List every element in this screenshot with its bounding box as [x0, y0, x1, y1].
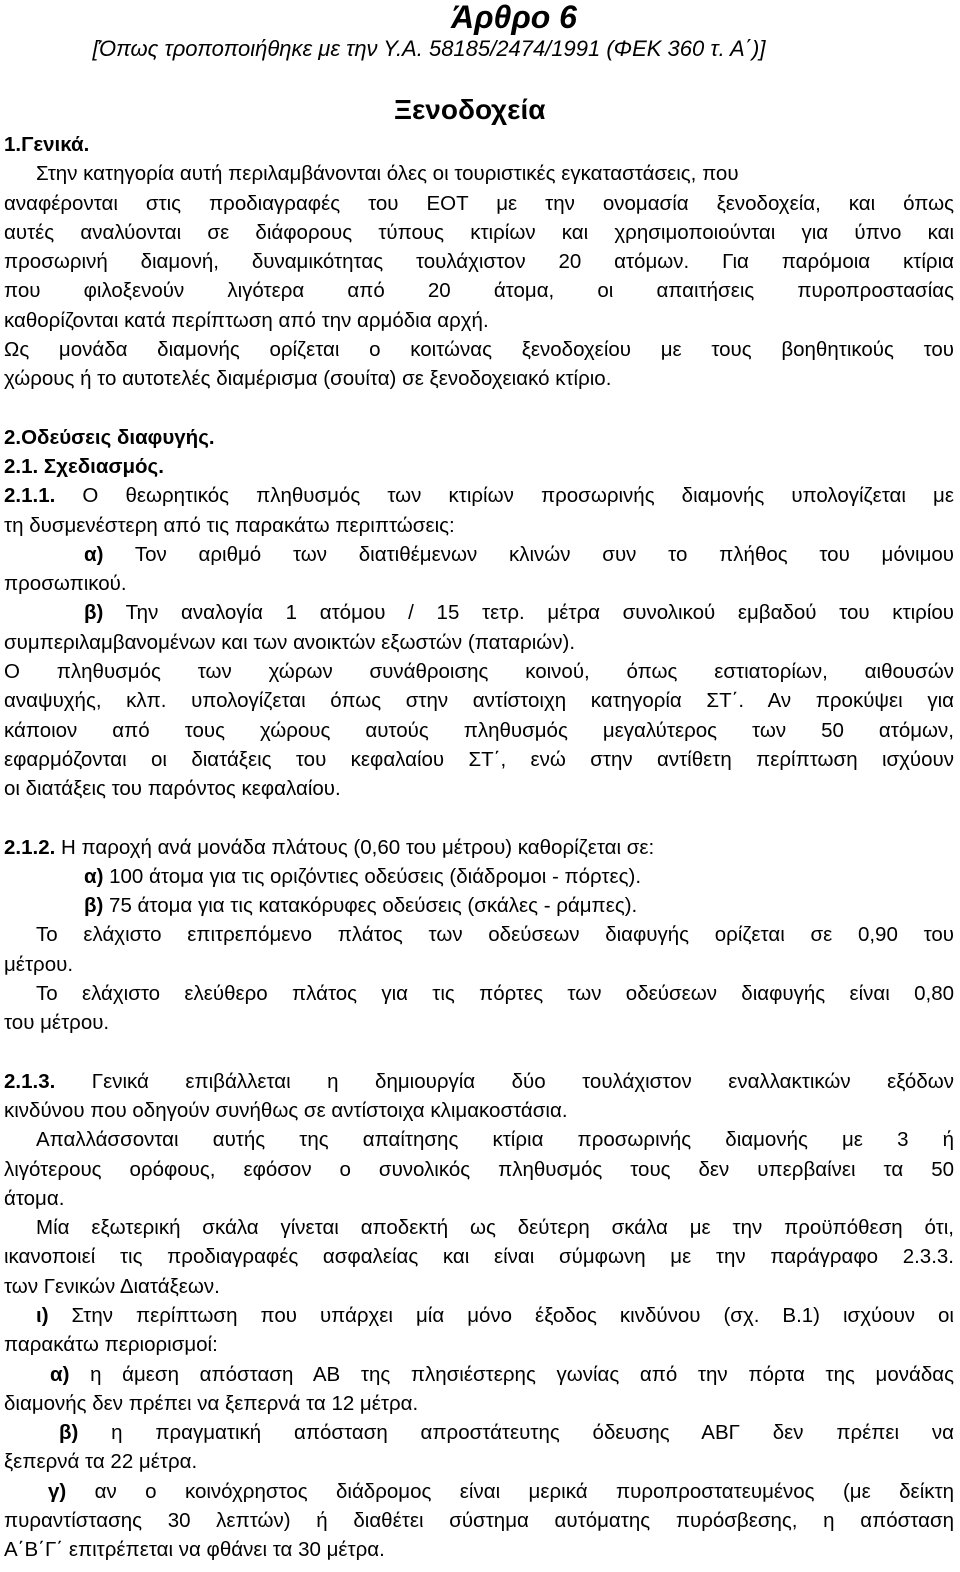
list-item: α) Τον αριθμό των διατιθέμενων κλινών συν το πλήθος του μόνιμου: [84, 542, 954, 566]
paragraph-line: που φιλοξενούν λιγότερα από 20 άτομα, οι απαιτήσεις πυροπροστασίας: [4, 279, 954, 303]
list-item: β) Την αναλογία 1 ατόμου / 15 τετρ. μέτρα συνολικού εμβαδού του κτιρίου: [84, 601, 954, 625]
paragraph-line: πυραντίστασης 30 λεπτών) ή διαθέτει σύστημα αυτόματης πυρόσβεσης, η απόσταση: [4, 1509, 954, 1533]
heading-design: 2.1. Σχεδιασμός.: [4, 454, 164, 478]
amendment-note: [Όπως τροποποιήθηκε με την Υ.Α. 58185/2474/1991 (ΦΕΚ 360 τ. Α΄)]: [92, 36, 766, 61]
paragraph-line: Μία εξωτερική σκάλα γίνεται αποδεκτή ως δεύτερη σκάλα με την προϋπόθεση ότι,: [36, 1216, 954, 1240]
paragraph-line: Το ελάχιστο ελεύθερο πλάτος για τις πόρτες των οδεύσεων διαφυγής είναι 0,80: [36, 982, 954, 1006]
heading-general: 1.Γενικά.: [4, 133, 90, 156]
paragraph-line: 2.1.1. Ο θεωρητικός πληθυσμός των κτιρίων προσωρινής διαμονής υπολογίζεται με: [4, 484, 954, 508]
document-page: [4, 0, 954, 1562]
list-item: β) η πραγματική απόσταση απροστάτευτης όδευσης ΑΒΓ δεν πρέπει να: [59, 1421, 954, 1445]
paragraph-line: συμπεριλαμβανομένων και των ανοικτών εξωστών (παταριών).: [4, 630, 576, 654]
paragraph-line: Απαλλάσσονται αυτής της απαίτησης κτίρια προσωρινής διαμονής με 3 ή: [36, 1128, 954, 1152]
clause-number: 2.1.1.: [4, 484, 56, 508]
list-item: ι) Στην περίπτωση που υπάρχει μία μόνο έξοδος κινδύνου (σχ. Β.1) ισχύουν οι: [36, 1303, 954, 1327]
paragraph-line: μέτρου.: [4, 952, 74, 976]
paragraph-line: Α΄Β΄Γ΄ επιτρέπεται να φθάνει τα 30 μέτρα.: [4, 1538, 385, 1562]
paragraph-line: Ο πληθυσμός των χώρων συνάθροισης κοινού, όπως εστιατορίων, αιθουσών: [4, 660, 954, 684]
paragraph-line: Το ελάχιστο επιτρεπόμενο πλάτος των οδεύσεων διαφυγής ορίζεται σε 0,90 του: [36, 923, 954, 947]
paragraph-line: 2.1.3. Γενικά επιβάλλεται η δημιουργία δύο τουλάχιστον εναλλακτικών εξόδων: [4, 1069, 954, 1093]
paragraph-line: εφαρμόζονται οι διατάξεις του κεφαλαίου ΣΤ΄, ενώ στην αντίθετη περίπτωση ισχύουν: [4, 747, 954, 771]
paragraph-line: κάποιον από τους χώρους αυτούς πληθυσμός μεγαλύτερος των 50 ατόμων,: [4, 718, 954, 742]
paragraph-line: παρακάτω περιορισμοί:: [4, 1333, 218, 1357]
document-body: [4, 130, 954, 1565]
list-item: β) 75 άτομα για τις κατακόρυφες οδεύσεις (σκάλες - ράμπες).: [84, 894, 638, 918]
paragraph-line: ικανοποιεί τις προδιαγραφές ασφαλείας και είναι σύμφωνη με την παράγραφο 2.3.3.: [4, 1245, 954, 1269]
paragraph-line: του μέτρου.: [4, 1011, 110, 1035]
paragraph-line: χώρους ή το αυτοτελές διαμέρισμα (σουίτα) σε ξενοδοχειακό κτίριο.: [4, 367, 612, 391]
paragraph-line: αυτές αναλύονται σε διάφορους τύπους κτιρίων και χρησιμοποιούνται για ύπνο και: [4, 220, 954, 244]
paragraph-line: λιγότερους ορόφους, εφόσον ο συνολικός πληθυσμός τους δεν υπερβαίνει τα 50: [4, 1157, 954, 1181]
paragraph-line: προσωρινή διαμονή, δυναμικότητας τουλάχιστον 20 ατόμων. Για παρόμοια κτίρια: [4, 250, 954, 274]
paragraph-line: διαμονής δεν πρέπει να ξεπερνά τα 12 μέτρα.: [4, 1391, 419, 1415]
list-item: α) η άμεση απόσταση ΑΒ της πλησιέστερης γωνίας από την πόρτα της μονάδας: [50, 1362, 954, 1386]
paragraph-line: Ως μονάδα διαμονής ορίζεται ο κοιτώνας ξενοδοχείου με τους βοηθητικούς του: [4, 338, 954, 362]
list-item: γ) αν ο κοινόχρηστος διάδρομος είναι μερικά πυροπροστατευμένος (με δείκτη: [48, 1479, 954, 1503]
paragraph-line: αναψυχής, κλπ. υπολογίζεται όπως στην αντίστοιχη κατηγορία ΣΤ΄. Αν προκύψει για: [4, 689, 954, 713]
section-title: Ξενοδοχεία: [394, 94, 546, 125]
paragraph-line: των Γενικών Διατάξεων.: [4, 1274, 220, 1298]
clause-number: 2.1.2.: [4, 835, 56, 859]
paragraph-line: κινδύνου που οδηγούν συνήθως σε αντίστοιχα κλιμακοστάσια.: [4, 1098, 568, 1122]
heading-escape-routes: 2.Οδεύσεις διαφυγής.: [4, 425, 215, 449]
paragraph-line: τη δυσμενέστερη από τις παρακάτω περιπτώσεις:: [4, 513, 455, 537]
paragraph-line: ξεπερνά τα 22 μέτρα.: [4, 1450, 198, 1474]
paragraph-line: αναφέρονται στις προδιαγραφές του ΕΟΤ με την ονομασία ξενοδοχεία, και όπως: [4, 191, 954, 215]
list-item: α) 100 άτομα για τις οριζόντιες οδεύσεις (διάδρομοι - πόρτες).: [84, 864, 642, 888]
paragraph-line: οι διατάξεις του παρόντος κεφαλαίου.: [4, 777, 341, 801]
paragraph-line: Στην κατηγορία αυτή περιλαμβάνονται όλες οι τουριστικές εγκαταστάσεις, που: [36, 162, 739, 186]
paragraph-line: προσωπικού.: [4, 572, 127, 596]
clause-number: 2.1.3.: [4, 1069, 56, 1093]
paragraph-line: καθορίζονται κατά περίπτωση από την αρμόδια αρχή.: [4, 308, 489, 332]
article-title: Άρθρο 6: [451, 0, 577, 35]
paragraph-line: 2.1.2. Η παροχή ανά μονάδα πλάτους (0,60 του μέτρου) καθορίζεται σε:: [4, 835, 655, 859]
paragraph-line: άτομα.: [4, 1186, 65, 1210]
